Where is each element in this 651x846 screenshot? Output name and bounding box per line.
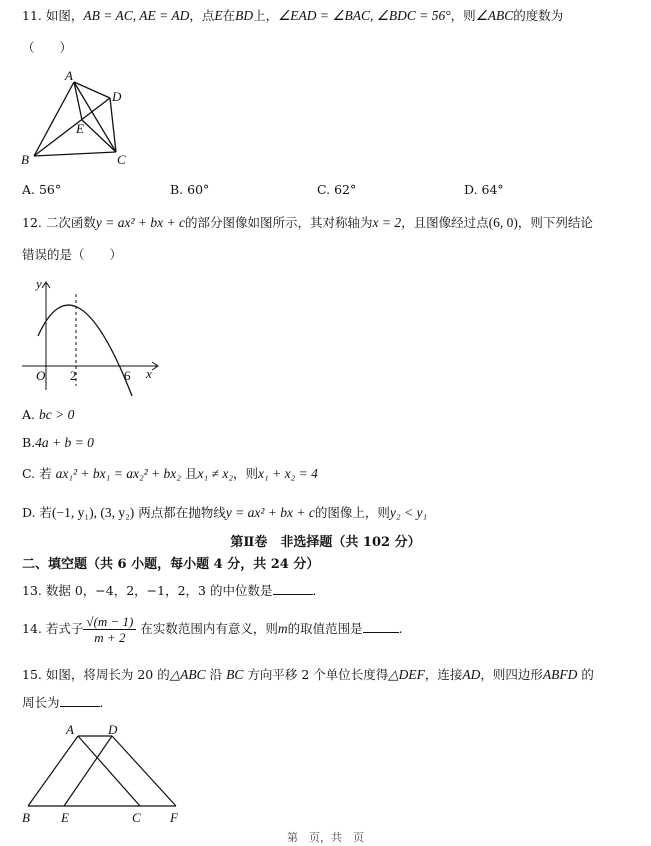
q15-text: ，则四边形 [480, 667, 543, 682]
q15-bc: BC [226, 667, 244, 682]
q12-option-a [22, 407, 74, 423]
option-label: B. [22, 435, 36, 450]
segment-ab [34, 82, 74, 156]
q12-line1 [22, 215, 593, 231]
option-label: C. 若 [22, 466, 52, 481]
label-x: x [146, 366, 152, 381]
q11-text: 上， [253, 8, 279, 23]
q12-text: 的部分图像如图所示，其对称轴为 [185, 215, 373, 230]
q14-number: 14. [22, 621, 42, 636]
label-c: C [132, 810, 141, 825]
q12-axis: x = 2 [372, 215, 402, 230]
q15-text: ，连接 [424, 667, 463, 682]
q11-condition2: ∠EAD = ∠BAC, ∠BDC = 56° [278, 8, 451, 23]
q14-line [22, 612, 403, 646]
option-text: ，则 [233, 466, 259, 481]
q15-end: . [99, 695, 104, 710]
option-math: (−1, y₁), (3, y₂) [52, 505, 135, 520]
option-math: y₂ < y₁ [389, 505, 428, 520]
q15-triangle-abc: △ABC [169, 667, 206, 682]
q11-angle: ∠ABC [475, 8, 514, 23]
label-c: C [117, 152, 126, 167]
q14-text: 的取值范围是 [287, 621, 363, 636]
q14-answer-blank[interactable] [363, 620, 399, 633]
label-a: A [66, 722, 74, 737]
q11-text: ，点 [189, 8, 215, 23]
q11-point-e: E [214, 8, 223, 23]
q13-end: . [312, 583, 317, 598]
q12-number: 12. [22, 215, 42, 230]
q14-variable: m [277, 621, 288, 636]
label-origin: O [36, 368, 46, 383]
q11-option-a: A. 56° [22, 182, 62, 197]
section-heading: 二、填空题（共 6 小题，每小题 4 分，共 24 分） [22, 557, 320, 572]
q14-lead: 若式子 [45, 621, 84, 636]
page-footer: 第 页，共 页 [287, 831, 364, 844]
q13-answer-blank[interactable] [273, 582, 313, 595]
option-text: 且 [184, 466, 198, 481]
q12-option-c [22, 466, 318, 482]
q15-number: 15. [22, 667, 42, 682]
q11-text: 在 [222, 8, 236, 23]
q12-option-b [22, 435, 94, 451]
segment-ac [74, 82, 116, 152]
q14-end: . [398, 621, 403, 636]
q13-number: 13. [22, 583, 42, 598]
option-label: A. [22, 407, 36, 422]
q11-line-bd: BD [235, 8, 254, 23]
tick-2: 2 [70, 368, 77, 383]
label-f: F [170, 810, 178, 825]
q15-line1 [22, 667, 594, 683]
q11-ask: 的度数为 [513, 8, 564, 23]
q12-line2: 错误的是（ ） [22, 247, 123, 262]
q12-function: y = ax² + bx + c [95, 215, 185, 230]
q14-fraction [83, 614, 136, 645]
q13-text: 数据 0，−4，2，−1，2，3 的中位数是 [45, 583, 273, 598]
q11-text: ，则 [450, 8, 476, 23]
option-math: ax₁² + bx₁ = ax₂² + bx₂ [55, 466, 181, 481]
q11-figure [18, 66, 138, 172]
q11-option-b: B. 60° [170, 182, 210, 197]
q11-condition1: AB = AC, AE = AD [83, 8, 190, 23]
label-d: D [112, 89, 122, 104]
section-title: 第Ⅱ卷 非选择题（共 102 分） [230, 535, 421, 550]
q12-lead: 二次函数 [45, 215, 96, 230]
q15-lead: 如图，将周长为 20 的 [45, 667, 170, 682]
segment-df [112, 736, 176, 806]
segment-bc [34, 152, 116, 156]
q15-ad: AD [462, 667, 481, 682]
option-math: bc > 0 [39, 407, 75, 422]
q11-line1 [22, 8, 563, 24]
q11-paren: （ ） [22, 40, 73, 55]
q15-text: 方向平移 2 个单位长度得 [247, 667, 389, 682]
q12-point: (6, 0) [488, 215, 518, 230]
q15-figure [18, 720, 198, 828]
q12-text: ，则下列结论 [517, 215, 593, 230]
option-text: 的图像上，则 [314, 505, 390, 520]
option-math: x₁ + x₂ = 4 [258, 466, 318, 481]
option-math: x₁ ≠ x₂ [197, 466, 234, 481]
parabola-curve [38, 305, 132, 396]
q11-option-c: C. 62° [317, 182, 357, 197]
q15-text: 周长为 [22, 695, 60, 710]
label-d: D [108, 722, 118, 737]
fraction-numerator: √(m − 1) [83, 614, 136, 630]
q15-text: 的 [581, 667, 594, 682]
q15-quad: ABFD [542, 667, 578, 682]
label-a: A [65, 68, 73, 83]
label-b: B [21, 152, 29, 167]
q15-answer-blank[interactable] [60, 694, 100, 707]
q14-text: 在实数范围内有意义，则 [140, 621, 278, 636]
q12-text: ，且图像经过点 [401, 215, 489, 230]
label-e: E [61, 810, 69, 825]
q15-triangle-def: △DEF [388, 667, 425, 682]
q13-line [22, 582, 316, 599]
tick-6: 6 [124, 368, 131, 383]
option-math: y = ax² + bx + c [225, 505, 315, 520]
q12-graph [18, 274, 168, 396]
segment-bd [34, 98, 110, 156]
option-label: D. 若 [22, 505, 53, 520]
q15-text: 沿 [209, 667, 223, 682]
option-text: 两点都在抛物线 [138, 505, 226, 520]
label-y: y [36, 276, 42, 291]
q15-line2 [22, 694, 104, 711]
option-math: 4a + b = 0 [35, 435, 94, 450]
q12-option-d [22, 505, 427, 521]
q11-number: 11. [22, 8, 42, 23]
label-b: B [22, 810, 30, 825]
q11-lead: 如图， [45, 8, 84, 23]
q11-option-d: D. 64° [464, 182, 504, 197]
fraction-denominator: m + 2 [94, 630, 126, 645]
label-e: E [76, 121, 84, 136]
